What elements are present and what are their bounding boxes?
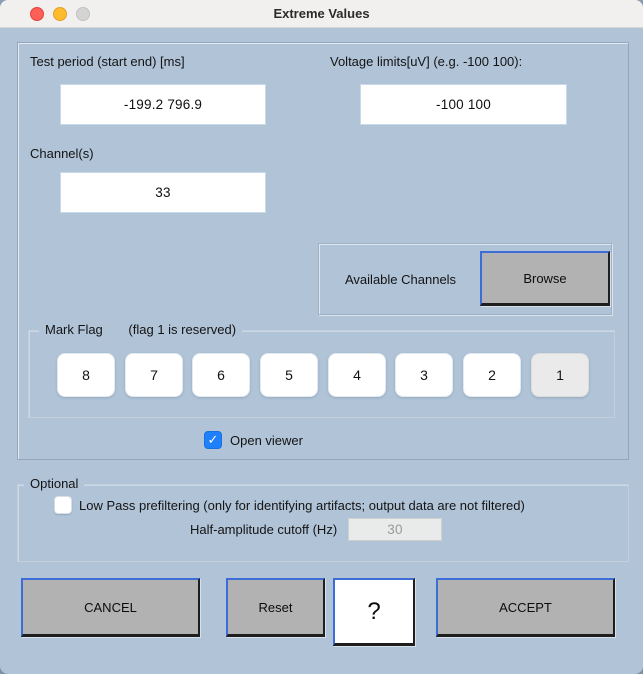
- mark-flag-label: Mark Flag: [45, 322, 103, 337]
- flag-button-4[interactable]: 4: [328, 353, 386, 397]
- test-period-label: Test period (start end) [ms]: [30, 54, 185, 69]
- low-pass-checkbox[interactable]: [54, 496, 72, 514]
- cancel-button[interactable]: CANCEL: [21, 578, 200, 637]
- mark-flag-note: (flag 1 is reserved): [128, 322, 237, 337]
- help-button[interactable]: ?: [333, 578, 415, 646]
- mark-flag-group: [28, 322, 615, 418]
- cutoff-label: Half-amplitude cutoff (Hz): [190, 522, 338, 537]
- accept-button[interactable]: ACCEPT: [436, 578, 615, 637]
- channels-input[interactable]: 33: [60, 172, 266, 213]
- low-pass-label: Low Pass prefiltering (only for identifying artifacts; output data are not filtered): [79, 498, 525, 513]
- flag-button-5[interactable]: 5: [260, 353, 318, 397]
- test-period-input[interactable]: -199.2 796.9: [60, 84, 266, 125]
- flag-button-6[interactable]: 6: [192, 353, 250, 397]
- check-icon: ✓: [207, 432, 219, 447]
- voltage-limits-input[interactable]: -100 100: [360, 84, 567, 125]
- open-viewer-label: Open viewer: [230, 433, 303, 448]
- flag-button-7[interactable]: 7: [125, 353, 183, 397]
- flag-button-1[interactable]: 1: [531, 353, 589, 397]
- close-button-icon[interactable]: [30, 7, 44, 21]
- optional-legend: Optional: [24, 476, 84, 491]
- channels-label: Channel(s): [30, 146, 94, 161]
- browse-button[interactable]: Browse: [480, 251, 610, 306]
- titlebar: [0, 0, 643, 28]
- traffic-lights: [30, 7, 90, 21]
- reset-button[interactable]: Reset: [226, 578, 325, 637]
- flag-button-2[interactable]: 2: [463, 353, 521, 397]
- minimize-button-icon[interactable]: [53, 7, 67, 21]
- mark-flag-legend: [39, 322, 242, 337]
- window-title: Extreme Values: [273, 6, 370, 21]
- cutoff-input: 30: [348, 518, 442, 541]
- zoom-button-icon: [76, 7, 90, 21]
- open-viewer-checkbox[interactable]: [204, 431, 222, 449]
- voltage-limits-label: Voltage limits[uV] (e.g. -100 100):: [330, 54, 523, 69]
- flag-button-3[interactable]: 3: [395, 353, 453, 397]
- available-channels-label: Available Channels: [345, 272, 457, 287]
- flag-button-8[interactable]: 8: [57, 353, 115, 397]
